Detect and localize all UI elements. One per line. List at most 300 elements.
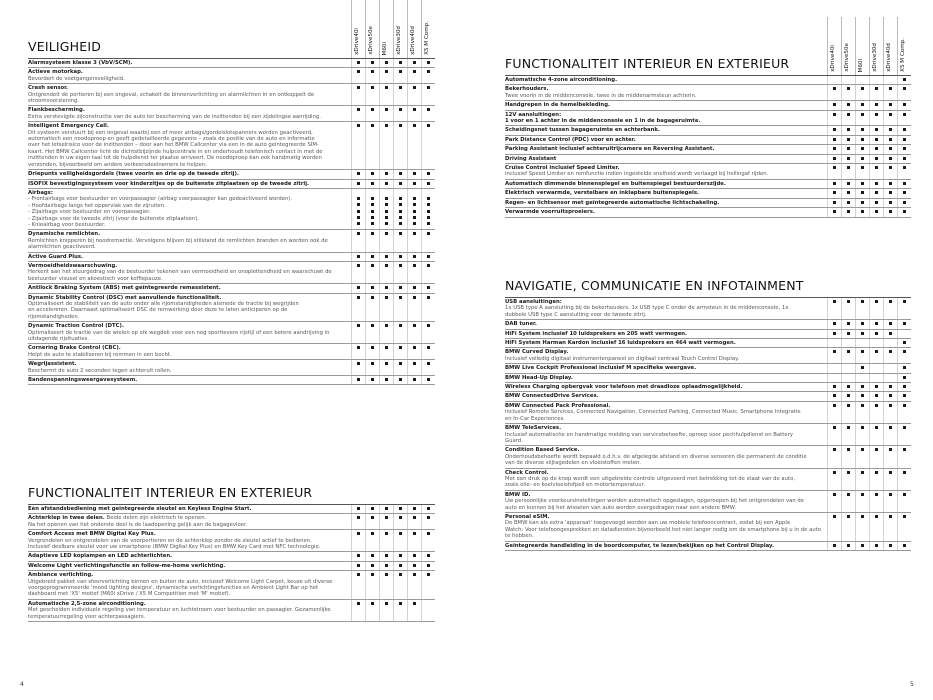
- standard-mark: [385, 124, 388, 127]
- standard-mark: [357, 222, 360, 225]
- availability-cell: [827, 402, 841, 423]
- availability-cell: [841, 330, 855, 338]
- standard-mark: [847, 322, 850, 325]
- availability-cell: [379, 322, 393, 343]
- standard-mark: [427, 264, 430, 267]
- standard-mark: [861, 128, 864, 131]
- standard-mark: [847, 493, 850, 496]
- row-title: Cruise Control inclusief Speed Limiter.: [505, 165, 620, 172]
- row-detail: De BMW kan als extra 'apparaat' toegevoegd worden aan uw mobiele telefooncontract, zodat bij een Apple Watch: Voor telefoongesprekken en datadiensten bijvoorbeeld het niet langer nodig om de smartphone bij u in de auto te hebben.: [505, 520, 822, 540]
- availability-cell: [351, 189, 365, 229]
- standard-mark: [357, 61, 360, 64]
- standard-mark: [371, 602, 374, 605]
- availability-cell: [393, 505, 407, 513]
- availability-cell: [351, 170, 365, 178]
- standard-mark: [861, 191, 864, 194]
- row-detail: Helpt de auto te stabiliseren bij remmen in een bocht.: [28, 351, 172, 358]
- availability-cell: [351, 294, 365, 322]
- row-title: DAB tuner.: [505, 321, 537, 328]
- standard-mark: [903, 515, 906, 518]
- standard-mark: [833, 404, 836, 407]
- availability-cell: [855, 189, 869, 197]
- standard-mark: [889, 201, 892, 204]
- row-title: Vermoeidheidswaarschuwing.: [28, 262, 118, 269]
- availability-cell: [351, 530, 365, 551]
- availability-cell: [869, 383, 883, 391]
- standard-mark: [861, 182, 864, 185]
- standard-mark: [371, 362, 374, 365]
- standard-mark: [399, 203, 402, 206]
- standard-mark: [427, 124, 430, 127]
- standard-mark: [889, 515, 892, 518]
- standard-mark: [413, 232, 416, 235]
- model-column: [883, 273, 897, 297]
- availability-cell: [869, 392, 883, 400]
- model-column: [855, 273, 869, 297]
- standard-mark: [427, 197, 430, 200]
- standard-mark: [413, 61, 416, 64]
- availability-cell: [827, 85, 841, 100]
- row-title: Cornering Brake Control (CBC).: [28, 345, 121, 352]
- availability-cell: [379, 230, 393, 251]
- availability-cell: [869, 469, 883, 490]
- standard-mark: [903, 113, 906, 116]
- standard-mark: [427, 554, 430, 557]
- availability-cell: [379, 180, 393, 188]
- availability-cell: [869, 85, 883, 100]
- standard-mark: [413, 286, 416, 289]
- standard-mark: [847, 103, 850, 106]
- row-description: [28, 170, 351, 178]
- standard-mark: [903, 166, 906, 169]
- availability-cell: [407, 180, 421, 188]
- standard-mark: [889, 385, 892, 388]
- availability-cell: [883, 513, 897, 541]
- standard-mark: [833, 448, 836, 451]
- row-title: Personal eSIM.: [505, 513, 550, 520]
- standard-mark: [861, 366, 864, 369]
- availability-cell: [393, 530, 407, 551]
- availability-cell: [855, 402, 869, 423]
- standard-mark: [371, 554, 374, 557]
- standard-mark: [861, 493, 864, 496]
- availability-cell: [351, 84, 365, 105]
- standard-mark: [413, 203, 416, 206]
- availability-cell: [841, 85, 855, 100]
- standard-mark: [357, 532, 360, 535]
- availability-cell: [897, 374, 911, 382]
- row-description: [28, 376, 351, 384]
- availability-cell: [379, 84, 393, 105]
- standard-mark: [413, 108, 416, 111]
- availability-cell: [883, 136, 897, 144]
- availability-marks: [827, 364, 911, 372]
- availability-cell: [379, 122, 393, 169]
- standard-mark: [399, 346, 402, 349]
- standard-mark: [847, 404, 850, 407]
- standard-mark: [875, 404, 878, 407]
- availability-cell: [379, 189, 393, 229]
- standard-mark: [889, 493, 892, 496]
- section-header: [28, 0, 435, 59]
- row-description: [28, 189, 351, 229]
- model-label: xDrive30d: [872, 43, 878, 72]
- model-label: X5 M Comp.: [424, 21, 430, 55]
- availability-cell: [841, 136, 855, 144]
- row-title: Handgrepen in de hemelbekleding.: [505, 102, 611, 109]
- standard-mark: [847, 210, 850, 213]
- model-label: xDrive50e: [368, 26, 374, 55]
- availability-cell: [421, 59, 435, 67]
- row-title: Bekerhouders.: [505, 86, 549, 93]
- availability-cell: [365, 530, 379, 551]
- row-description: [505, 111, 827, 126]
- standard-mark: [399, 286, 402, 289]
- row-title: Automatisch dimmende binnenspiegel en buitenspiegel bestuurderszijde.: [505, 180, 726, 187]
- standard-mark: [889, 350, 892, 353]
- availability-cell: [365, 514, 379, 529]
- standard-mark: [413, 324, 416, 327]
- standard-mark: [875, 544, 878, 547]
- availability-cell: [351, 68, 365, 83]
- standard-mark: [833, 426, 836, 429]
- availability-cell: [883, 101, 897, 109]
- model-label: xDrive40i: [830, 45, 836, 72]
- availability-cell: [897, 392, 911, 400]
- standard-mark: [903, 544, 906, 547]
- availability-cell: [365, 571, 379, 599]
- standard-mark: [875, 322, 878, 325]
- availability-cell: [421, 68, 435, 83]
- row-title: USB aansluitingen:: [505, 299, 562, 305]
- standard-mark: [399, 378, 402, 381]
- standard-mark: [357, 554, 360, 557]
- model-label: xDrive30d: [396, 26, 402, 55]
- availability-cell: [407, 571, 421, 599]
- standard-mark: [399, 532, 402, 535]
- standard-mark: [903, 341, 906, 344]
- availability-cell: [407, 106, 421, 121]
- availability-cell: [421, 505, 435, 513]
- standard-mark: [371, 532, 374, 535]
- table-row: [28, 344, 435, 360]
- standard-mark: [427, 182, 430, 185]
- standard-mark: [903, 103, 906, 106]
- availability-cell: [407, 284, 421, 292]
- standard-mark: [875, 128, 878, 131]
- standard-mark: [413, 172, 416, 175]
- availability-marks: [351, 189, 435, 229]
- standard-mark: [371, 516, 374, 519]
- standard-mark: [875, 515, 878, 518]
- standard-mark: [427, 70, 430, 73]
- standard-mark: [427, 210, 430, 213]
- model-label: xDrive50e: [844, 43, 850, 72]
- availability-cell: [841, 126, 855, 134]
- availability-marks: [351, 552, 435, 560]
- model-columns: [827, 273, 911, 297]
- availability-cell: [897, 136, 911, 144]
- standard-mark: [385, 232, 388, 235]
- availability-cell: [883, 85, 897, 100]
- standard-mark: [847, 448, 850, 451]
- availability-marks: [827, 383, 911, 391]
- availability-cell: [351, 600, 365, 621]
- availability-cell: [421, 376, 435, 384]
- row-description: [505, 330, 827, 338]
- section-navigatie: [505, 273, 911, 551]
- row-description: [28, 600, 351, 621]
- standard-mark: [385, 210, 388, 213]
- availability-cell: [883, 164, 897, 179]
- standard-mark: [875, 87, 878, 90]
- standard-mark: [875, 138, 878, 141]
- availability-cell: [421, 600, 435, 621]
- standard-mark: [399, 210, 402, 213]
- table-row: [28, 84, 435, 106]
- row-description: [28, 180, 351, 188]
- availability-cell: [869, 111, 883, 126]
- standard-mark: [889, 157, 892, 160]
- table-row: [28, 262, 435, 284]
- availability-cell: [855, 330, 869, 338]
- standard-mark: [833, 515, 836, 518]
- model-column: [827, 17, 841, 75]
- availability-cell: [407, 514, 421, 529]
- standard-mark: [413, 564, 416, 567]
- availability-cell: [841, 383, 855, 391]
- row-title: Airbags:: [28, 189, 53, 196]
- standard-mark: [357, 378, 360, 381]
- table-row: [505, 111, 911, 127]
- standard-mark: [399, 61, 402, 64]
- row-description: [28, 106, 351, 121]
- row-title: Driving Assistant: [505, 155, 557, 162]
- availability-marks: [827, 76, 911, 84]
- availability-cell: [379, 376, 393, 384]
- standard-mark: [833, 147, 836, 150]
- row-description: [28, 262, 351, 283]
- standard-mark: [833, 182, 836, 185]
- table-row: [505, 469, 911, 491]
- availability-cell: [827, 155, 841, 163]
- standard-mark: [427, 573, 430, 576]
- standard-mark: [875, 385, 878, 388]
- standard-mark: [357, 507, 360, 510]
- standard-mark: [847, 544, 850, 547]
- standard-mark: [861, 350, 864, 353]
- standard-mark: [889, 332, 892, 335]
- availability-cell: [365, 68, 379, 83]
- row-description: [28, 360, 351, 375]
- availability-marks: [351, 59, 435, 67]
- row-detail: Inclusief Remote Services, Connected Navigation, Connected Parking, Connected Music, Smartphone Integratie en In-Car Experiences.: [505, 409, 801, 422]
- standard-mark: [889, 394, 892, 397]
- availability-cell: [827, 446, 841, 467]
- standard-mark: [875, 332, 878, 335]
- table-row: [505, 126, 911, 135]
- standard-mark: [847, 113, 850, 116]
- availability-cell: [351, 262, 365, 283]
- standard-mark: [385, 564, 388, 567]
- availability-cell: [393, 170, 407, 178]
- availability-marks: [351, 600, 435, 621]
- row-title-line2: 1 voor en 1 achter in de middenconsole en 1 in de bagageruimte.: [505, 118, 701, 125]
- availability-cell: [869, 136, 883, 144]
- availability-cell: [869, 298, 883, 319]
- standard-mark: [399, 108, 402, 111]
- availability-cell: [869, 402, 883, 423]
- availability-cell: [869, 208, 883, 216]
- availability-marks: [351, 262, 435, 283]
- availability-cell: [883, 542, 897, 550]
- left-page: [0, 0, 466, 700]
- standard-mark: [833, 157, 836, 160]
- availability-marks: [827, 469, 911, 490]
- row-description: [505, 374, 827, 382]
- availability-cell: [869, 164, 883, 179]
- availability-cell: [379, 294, 393, 322]
- availability-cell: [365, 189, 379, 229]
- availability-cell: [897, 189, 911, 197]
- page-number-left: 4: [20, 681, 24, 688]
- row-description: [28, 322, 351, 343]
- availability-cell: [855, 542, 869, 550]
- standard-mark: [357, 346, 360, 349]
- standard-mark: [833, 210, 836, 213]
- row-title: Comfort Access met BMW Digital Key Plus.: [28, 531, 156, 538]
- availability-marks: [351, 294, 435, 322]
- standard-mark: [861, 322, 864, 325]
- availability-marks: [827, 164, 911, 179]
- standard-mark: [357, 182, 360, 185]
- standard-mark: [385, 172, 388, 175]
- availability-cell: [897, 383, 911, 391]
- standard-mark: [427, 61, 430, 64]
- standard-mark: [875, 493, 878, 496]
- availability-cell: [393, 600, 407, 621]
- row-description: [28, 122, 351, 169]
- row-description: [505, 101, 827, 109]
- availability-cell: [897, 542, 911, 550]
- standard-mark: [889, 322, 892, 325]
- standard-mark: [847, 182, 850, 185]
- availability-cell: [841, 180, 855, 188]
- model-column: [421, 0, 435, 58]
- availability-marks: [351, 284, 435, 292]
- availability-cell: [379, 59, 393, 67]
- availability-cell: [351, 322, 365, 343]
- standard-mark: [371, 573, 374, 576]
- row-title: Automatische 4-zone airconditioning.: [505, 77, 618, 83]
- availability-marks: [351, 84, 435, 105]
- standard-mark: [903, 404, 906, 407]
- availability-cell: [407, 230, 421, 251]
- standard-mark: [399, 264, 402, 267]
- availability-marks: [827, 111, 911, 126]
- availability-cell: [393, 230, 407, 251]
- standard-mark: [399, 222, 402, 225]
- standard-mark: [427, 108, 430, 111]
- standard-mark: [385, 324, 388, 327]
- availability-marks: [827, 208, 911, 216]
- availability-cell: [379, 106, 393, 121]
- standard-mark: [399, 362, 402, 365]
- standard-mark: [399, 124, 402, 127]
- row-title: Parking Assistant inclusief achteruitrijcamera en Reversing Assistant.: [505, 146, 715, 153]
- row-detail: Bevordert de voetgangersveiligheid.: [28, 75, 125, 82]
- table-row: [28, 59, 435, 68]
- standard-mark: [847, 138, 850, 141]
- standard-mark: [833, 113, 836, 116]
- table-row: [505, 402, 911, 424]
- table-row: [505, 383, 911, 392]
- model-column: [379, 484, 393, 504]
- availability-marks: [351, 360, 435, 375]
- availability-cell: [841, 145, 855, 153]
- availability-cell: [365, 562, 379, 570]
- table-row: [505, 155, 911, 164]
- availability-cell: [841, 446, 855, 467]
- row-detail: - Frontairbags voor bestuurder en voorpassagier (airbag voorpassagier kan gedeactiveerd worden). - Hoofdairbags langs het oppervlak van de zijruiten. - Zijairbags voor bestuurder en voorpassagier. - Zijairbags voor de tweede zitrij (voor de buitenste zitplaatsen). - Knieairbag voor bestuurder.: [28, 196, 293, 228]
- availability-cell: [365, 552, 379, 560]
- standard-mark: [889, 544, 892, 547]
- standard-mark: [875, 394, 878, 397]
- availability-cell: [855, 298, 869, 319]
- standard-mark: [875, 103, 878, 106]
- standard-mark: [371, 86, 374, 89]
- availability-marks: [827, 339, 911, 347]
- availability-cell: [827, 320, 841, 328]
- standard-mark: [357, 197, 360, 200]
- availability-cell: [379, 262, 393, 283]
- table-row: [28, 68, 435, 84]
- availability-cell: [407, 376, 421, 384]
- availability-cell: [407, 253, 421, 261]
- availability-cell: [351, 180, 365, 188]
- standard-mark: [413, 70, 416, 73]
- standard-mark: [903, 385, 906, 388]
- standard-mark: [427, 216, 430, 219]
- section-title: NAVIGATIE, COMMUNICATIE EN INFOTAINMENT: [505, 278, 804, 293]
- section-functionaliteit-right: [505, 17, 911, 218]
- standard-mark: [357, 602, 360, 605]
- availability-cell: [827, 180, 841, 188]
- standard-mark: [413, 197, 416, 200]
- standard-mark: [889, 191, 892, 194]
- section-header: [505, 273, 911, 298]
- availability-cell: [841, 189, 855, 197]
- row-detail: Met gescheiden individuele regeling van temperatuur en luchtstroom voor bestuurder en passagier. Gezamenlijke temperatuurregeling voor achterpassagiers.: [28, 607, 331, 620]
- availability-cell: [827, 374, 841, 382]
- table-row: [28, 571, 435, 600]
- model-column: [855, 17, 869, 75]
- section-title: FUNCTIONALITEIT INTERIEUR EN EXTERIEUR: [505, 56, 790, 71]
- availability-cell: [379, 170, 393, 178]
- row-title: BMW ConnectedDrive Services.: [505, 393, 599, 400]
- standard-mark: [385, 203, 388, 206]
- standard-mark: [861, 385, 864, 388]
- availability-cell: [379, 571, 393, 599]
- row-description: [505, 348, 827, 363]
- model-column: [841, 273, 855, 297]
- availability-cell: [883, 330, 897, 338]
- standard-mark: [399, 602, 402, 605]
- standard-mark: [847, 300, 850, 303]
- standard-mark: [385, 362, 388, 365]
- standard-mark: [861, 166, 864, 169]
- standard-mark: [427, 346, 430, 349]
